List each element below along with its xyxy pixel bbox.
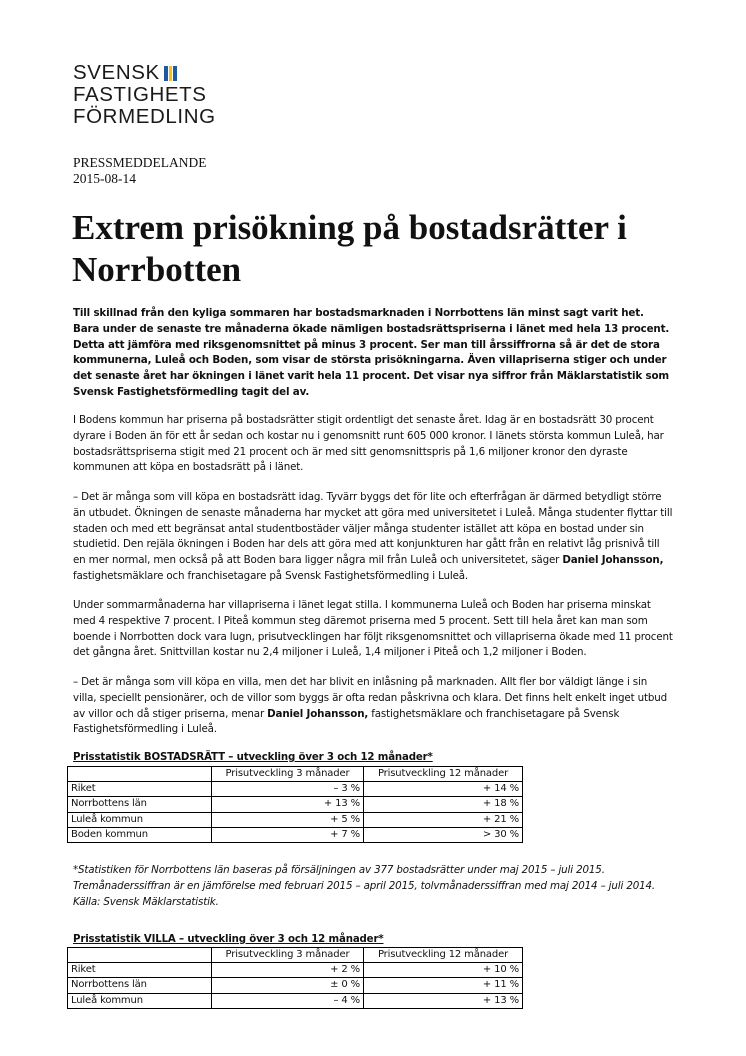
paragraph-3-text: Under sommarmånaderna har villapriserna i länet legat stilla. I kommunerna Luleå och Boden har priserna minskat med 4 respektive 7 procent. I Piteå kommun steg däremot priserna med 5 procent. Sett till hela året kan man som boende i Norrbotten dock vara lugn, prisutvecklingen har följt riksgenomsnittet och villapriserna ökade med 11 procent det gångna året. Snittvillan kostar nu 2,4 miljoner i Luleå, 1,4 miljoner i Piteå och 1,2 miljoner i Boden. [73,599,673,659]
logo-line-2: FASTIGHETS [73,83,207,106]
table-cell: Luleå kommun [68,993,212,1008]
table-cell: Norrbottens län [68,797,212,812]
table-row [68,963,523,978]
footnote-text: *Statistiken för Norrbottens län baseras på försäljningen av 377 bostadsrätter under maj 2015 – juli 2015. Tremånaderssiffran är en jämförelse med februari 2015 – april 2015, tolvmånaderssiffran med maj 2014 – juli 2014. Källa: Svensk Mäklarstatistik. [73,864,656,908]
table-cell: + 7 % [212,827,364,842]
table-header-cell: Prisutveckling 12 månader [364,767,523,782]
lead-paragraph [73,306,673,401]
table-cell: + 21 % [364,812,523,827]
table-cell: Boden kommun [68,827,212,842]
bostadsratt-table [67,766,523,843]
table-cell: – 3 % [212,782,364,797]
table-row [68,993,523,1008]
table-cell: + 13 % [364,993,523,1008]
body-paragraph-3 [73,598,673,661]
table-cell: ± 0 % [212,978,364,993]
table-1-title: Prisstatistik BOSTADSRÄTT – utveckling över 3 och 12 månader* [73,752,433,763]
table-cell: + 13 % [212,797,364,812]
lead-text: Till skillnad från den kyliga sommaren har bostadsmarknaden i Norrbottens län minst sagt varit het. Bara under de senaste tre månaderna ökade nämligen bostadsrättspriserna i länet med hela 13 procent. Detta att jämföra med riksgenomsnittet på minus 3 procent. Ser man till årssiffrorna så är det de stora kommunerna, Luleå och Boden, som visar de största prisökningarna. Även villapriserna stiger och under det senaste året har ökningen i länet varit hela 11 procent. Det visar nya siffror från Mäklarstatistik som Svensk Fastighetsförmedling tagit del av. [73,307,670,398]
villa-table [67,947,523,1009]
company-logo [73,62,216,128]
table-header-row [68,948,523,963]
document-type: PRESSMEDDELANDE [73,155,207,170]
table-row [68,827,523,842]
quote-2-tail: fastighetsmäklare och franchisetagare på Svensk Fastighetsförmedling i Luleå. [73,707,620,736]
table-header-cell [68,767,212,782]
table-cell: + 18 % [364,797,523,812]
logo-line-3: FÖRMEDLING [73,105,216,128]
table-header-row [68,767,523,782]
body-paragraph-1 [73,413,673,476]
table-cell: + 14 % [364,782,523,797]
table-header-cell: Prisutveckling 12 månader [364,948,523,963]
table-header-cell: Prisutveckling 3 månader [212,767,364,782]
table-cell: + 11 % [364,978,523,993]
table-cell: Riket [68,963,212,978]
table-header-cell [68,948,212,963]
table-cell: Luleå kommun [68,812,212,827]
table-row [68,812,523,827]
body-paragraph-4 [73,675,673,738]
table-row [68,978,523,993]
table-cell: + 10 % [364,963,523,978]
table-cell: + 2 % [212,963,364,978]
table-row [68,782,523,797]
swedish-flag-icon [164,66,177,81]
quote-1-text: – Det är många som vill köpa en bostadsrätt idag. Tyvärr byggs det för lite och efterfrågan är därmed betydligt större än utbudet. Ökningen de senaste månaderna har mycket att göra med universitetet i Luleå. Många studenter flyttar till staden och med ett begränsat antal studentbostäder väljer många studenter istället att köpa en bostad under sin studietid. Den rejäla ökningen i Boden har dels att göra med att konjunkturen har gått från en relativt låg prisnivå till en mer normal, men också på att Boden bara ligger några mil från Luleå och universitetet, säger [73,491,673,567]
table-cell: > 30 % [364,827,523,842]
table-footnote [73,863,673,910]
table-cell: Riket [68,782,212,797]
logo-line-1: SVENSK [73,61,160,84]
table-cell: Norrbottens län [68,978,212,993]
quote-1-speaker: Daniel Johansson, [562,554,664,567]
table-row [68,797,523,812]
headline: Extrem prisökning på bostadsrätter i Norrbotten [72,208,627,289]
quote-2-speaker: Daniel Johansson, [267,707,369,720]
body-paragraph-2 [73,490,673,585]
table-cell: + 5 % [212,812,364,827]
quote-2-text: – Det är många som vill köpa en villa, men det har blivit en inlåsning på marknaden. Allt fler bor väldigt länge i sin villa, speciellt pensionärer, och de villor som byggs är ofta redan påskrivna och klara. Det finns helt enkelt inget utbud av villor och då stiger priserna, menar [73,676,668,720]
table-header-cell: Prisutveckling 3 månader [212,948,364,963]
document-date: 2015-08-14 [73,171,136,186]
document-meta [73,155,207,187]
quote-1-tail: fastighetsmäklare och franchisetagare på Svensk Fastighetsförmedling i Luleå. [73,569,469,582]
table-2-title: Prisstatistik VILLA – utveckling över 3 och 12 månader* [73,934,384,945]
paragraph-1-text: I Bodens kommun har priserna på bostadsrätter stigit ordentligt det senaste året. Idag är en bostadsrätt 30 procent dyrare i Boden än för ett år sedan och kostar nu i genomsnitt runt 605 000 kronor. I länets största kommun Luleå, har bostadsrättspriserna stigit med 21 procent och är med sitt genomsnittspris på 1,6 miljoner kronor den dyraste kommunen att köpa en bostadsrätt på i länet. [73,414,664,474]
table-cell: – 4 % [212,993,364,1008]
